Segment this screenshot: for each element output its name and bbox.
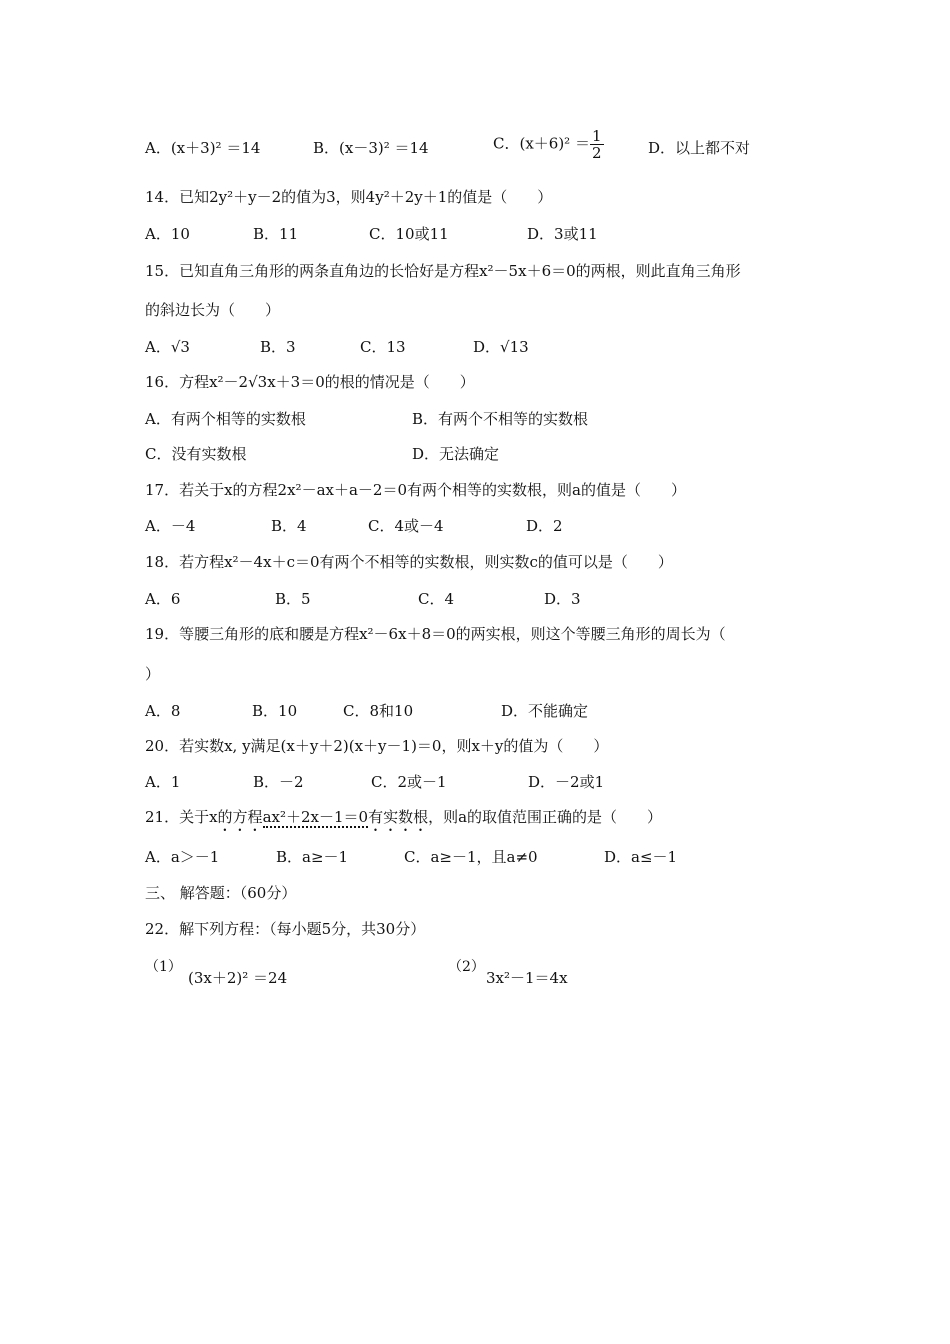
q21-stem-equation: ax²＋2x－1＝0 [262,808,369,826]
q17-stem: 17．若关于x的方程2x²－ax＋a－2＝0有两个相等的实数根，则a的值是（ ） [145,481,686,499]
q20-option-a: A．1 [145,773,181,791]
q17-option-a: A．－4 [145,517,196,535]
q22-part2-label: （2） [448,959,485,975]
q21-option-c: C．a≥－1，且a≠0 [404,848,538,866]
q21-stem-post: ，则a的取值范围正确的是（ ） [428,808,663,826]
q17-option-d: D．2 [526,517,563,535]
q15-option-a: A．√3 [145,338,190,356]
q19-stem-line1: 19．等腰三角形的底和腰是方程x²－6x＋8＝0的两实根，则这个等腰三角形的周长为（ [145,625,726,643]
q20-option-b: B．－2 [253,773,304,791]
q19-option-c: C．8和10 [343,702,414,720]
q21-stem-emphasis-real-roots: 有实数根 [368,808,429,826]
q13-option-c-fraction [590,128,604,161]
q19-option-d: D．不能确定 [501,702,589,720]
q16-option-b: B．有两个不相等的实数根 [412,410,589,428]
q16-stem: 16．方程x²－2√3x＋3＝0的根的情况是（ ） [145,373,475,391]
q20-option-d: D．－2或1 [528,773,605,791]
q15-stem-line1: 15．已知直角三角形的两条直角边的长恰好是方程x²－5x＋6＝0的两根，则此直角三角形 [145,262,741,280]
q19-stem-line2: ） [145,665,161,683]
q22-part2-equation: 3x²－1＝4x [486,969,568,987]
q18-option-d: D．3 [544,590,581,608]
q22-stem: 22．解下列方程：（每小题5分，共30分） [145,920,426,938]
q21-option-a: A．a＞－1 [145,848,220,866]
q21-stem-emphasis-equation: 的方程 [217,808,263,826]
q22-part1-equation: (3x＋2)² ＝24 [188,969,288,987]
q13-option-c-numerator: 1 [591,127,602,145]
q14-option-d: D．3或11 [527,225,598,243]
section-3-title: 三、 解答题：（60分） [145,884,297,902]
q16-option-d: D．无法确定 [412,445,500,463]
q20-option-c: C．2或－1 [371,773,447,791]
q13-option-c-prefix: C．(x＋6)² ＝ [493,134,590,153]
q18-option-c: C．4 [418,590,455,608]
q18-option-b: B．5 [275,590,311,608]
q15-option-d: D．√13 [473,338,529,356]
q14-option-a: A．10 [145,225,190,243]
q13-option-c [493,128,604,161]
q19-option-b: B．10 [252,702,298,720]
q16-option-c: C．没有实数根 [145,445,247,463]
q19-option-a: A．8 [145,702,181,720]
q14-option-b: B．11 [253,225,299,243]
q20-stem: 20．若实数x, y满足(x＋y＋2)(x＋y－1)＝0，则x＋y的值为（ ） [145,737,609,755]
q18-option-a: A．6 [145,590,181,608]
q18-stem: 18．若方程x²－4x＋c＝0有两个不相等的实数根，则实数c的值可以是（ ） [145,553,673,571]
q21-stem-pre: 21．关于x [145,808,218,826]
q16-option-a: A．有两个相等的实数根 [145,410,306,428]
q13-option-d: D．以上都不对 [648,139,751,157]
q15-option-b: B．3 [260,338,296,356]
q15-stem-line2: 的斜边长为（ ） [145,301,281,319]
q14-option-c: C．10或11 [369,225,449,243]
q21-option-d: D．a≤－1 [604,848,678,866]
q22-part1-label: （1） [145,959,182,975]
q21-stem [145,807,662,835]
q21-option-b: B．a≥－1 [276,848,349,866]
q17-option-c: C．4或－4 [368,517,444,535]
q13-option-a: A．(x＋3)² ＝14 [145,139,261,157]
q17-option-b: B．4 [271,517,307,535]
q13-option-b: B．(x－3)² ＝14 [313,139,429,157]
q13-option-c-denominator: 2 [591,144,602,162]
q15-option-c: C．13 [360,338,406,356]
q14-stem: 14．已知2y²＋y－2的值为3，则4y²＋2y＋1的值是（ ） [145,188,553,206]
